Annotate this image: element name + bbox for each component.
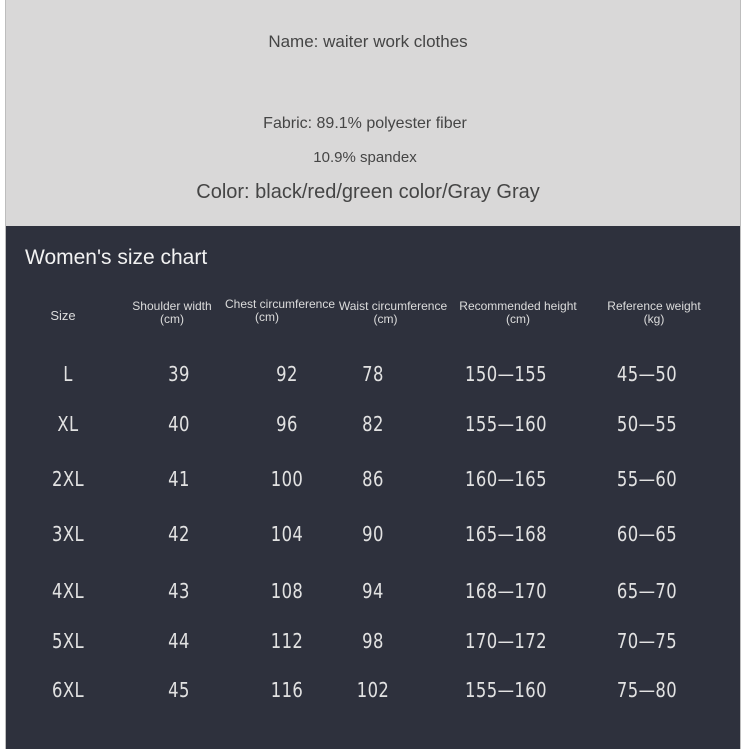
table-cell: 39 xyxy=(168,362,190,386)
column-header-label: Waist circumference xyxy=(338,299,448,313)
table-cell: 155—160 xyxy=(465,412,547,436)
table-cell: 96 xyxy=(276,412,298,436)
table-cell: 45—50 xyxy=(616,362,678,386)
product-sheet xyxy=(5,0,741,749)
table-cell: 40 xyxy=(168,412,190,436)
table-cell: 41 xyxy=(168,467,190,491)
size-label: 4XL xyxy=(51,579,85,603)
table-cell: 150—155 xyxy=(465,362,547,386)
table-cell: 65—70 xyxy=(616,579,678,603)
table-cell: 100 xyxy=(270,467,304,491)
table-cell: 82 xyxy=(362,412,384,436)
table-cell: 78 xyxy=(362,362,384,386)
column-header-waist xyxy=(339,300,447,326)
table-cell: 60—65 xyxy=(616,522,678,546)
column-header-label: Shoulder width xyxy=(132,299,212,313)
product-name: Name: waiter work clothes xyxy=(268,32,468,51)
table-cell: 94 xyxy=(362,579,384,603)
size-chart-title: Women's size chart xyxy=(25,246,208,269)
table-cell: 55—60 xyxy=(616,467,678,491)
table-cell: 112 xyxy=(270,629,304,653)
table-cell: 155—160 xyxy=(465,678,547,702)
table-cell: 160—165 xyxy=(465,467,547,491)
column-header-label: Chest circumference xyxy=(224,297,336,311)
fabric-composition: Fabric: 89.1% polyester fiber xyxy=(263,115,467,132)
column-header-unit: (cm) xyxy=(506,312,530,326)
column-header-weight xyxy=(607,300,700,326)
column-header-label: Size xyxy=(50,308,76,323)
table-cell: 75—80 xyxy=(616,678,678,702)
column-header-chest xyxy=(225,298,335,324)
table-cell: 170—172 xyxy=(465,629,547,653)
table-cell: 44 xyxy=(168,629,190,653)
table-cell: 92 xyxy=(276,362,298,386)
table-cell: 86 xyxy=(362,467,384,491)
size-label: 6XL xyxy=(51,678,85,702)
table-cell: 43 xyxy=(168,579,190,603)
table-cell: 165—168 xyxy=(465,522,547,546)
table-cell: 42 xyxy=(168,522,190,546)
size-label: 2XL xyxy=(51,467,85,491)
column-header-label: Reference weight xyxy=(607,299,701,313)
size-label: 5XL xyxy=(51,629,85,653)
table-cell: 116 xyxy=(270,678,304,702)
fabric-composition-spandex: 10.9% spandex xyxy=(313,149,417,166)
size-label: 3XL xyxy=(51,522,85,546)
column-header-unit: (cm) xyxy=(254,310,279,324)
table-cell: 168—170 xyxy=(465,579,547,603)
size-label: L xyxy=(63,362,73,386)
column-header-unit: (kg) xyxy=(643,312,665,326)
table-cell: 102 xyxy=(356,678,390,702)
table-cell: 50—55 xyxy=(616,412,678,436)
product-info-panel xyxy=(6,0,740,226)
column-header-height xyxy=(459,300,576,326)
column-header-label: Recommended height xyxy=(459,299,577,313)
size-label: XL xyxy=(57,412,79,436)
size-chart-panel xyxy=(6,226,740,749)
table-cell: 70—75 xyxy=(616,629,678,653)
table-cell: 98 xyxy=(362,629,384,653)
table-cell: 90 xyxy=(362,522,384,546)
column-header-unit: (cm) xyxy=(373,312,398,326)
color-options: Color: black/red/green color/Gray Gray xyxy=(196,181,540,203)
column-header-size xyxy=(50,309,75,322)
table-cell: 108 xyxy=(270,579,304,603)
column-header-unit: (cm) xyxy=(159,312,184,326)
table-cell: 45 xyxy=(168,678,190,702)
table-cell: 104 xyxy=(270,522,304,546)
